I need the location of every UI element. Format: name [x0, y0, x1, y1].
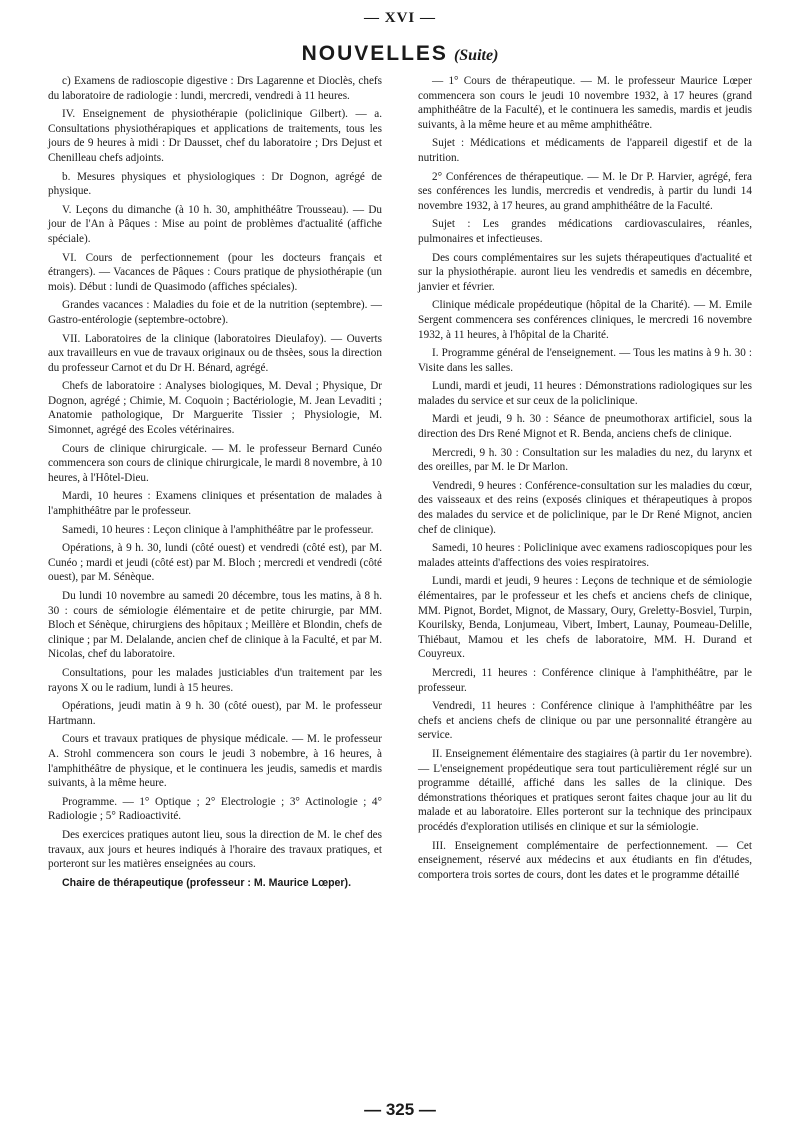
paragraph: Vendredi, 11 heures : Conférence clinique à l'amphithéâtre par les chefs et anciens chefs de clinique ou par une personnalité étrangère au service. — [418, 700, 752, 742]
paragraph: Mercredi, 11 heures : Conférence clinique à l'amphithéâtre, par le professeur. — [418, 666, 752, 694]
paragraph: Des cours complémentaires sur les sujets thérapeutiques d'actualité et sur la physiothérapie. auront lieu les vendredis et samedis en décembre, janvier et février. — [418, 251, 752, 293]
paragraph: III. Enseignement complémentaire de perfectionnement. — Cet enseignement, réservé aux médecins et aux étudiants en fin d'études, comportera trois sortes de cours, dont les dates et le programme détaillé — [418, 839, 752, 881]
paragraph: b. Mesures physiques et physiologiques : Dr Dognon, agrégé de physique. — [48, 170, 382, 198]
paragraph: V. Leçons du dimanche (à 10 h. 30, amphithéâtre Trousseau). — Du jour de l'An à Pâques : Mise au point de problèmes d'actualité (affiche spéciale). — [48, 203, 382, 245]
paragraph: Samedi, 10 heures : Policlinique avec examens radioscopiques pour les malades atteints d'affections des voies respiratoires. — [418, 542, 752, 569]
paragraph: Consultations, pour les malades justiciables d'un traitement par les rayons X ou le radium, lundi à 15 heures. — [48, 666, 382, 694]
paragraph: Chefs de laboratoire : Analyses biologiques, M. Deval ; Physique, Dr Dognon, agrégé ; Chimie, M. Coquoin ; Bactériologie, M. Jean Levaditi ; Anatomie pathologique, Dr Marguerite Tissier ; Physiologie, M. Simonnet, agrégé des Ecoles vétérinaires. — [48, 380, 382, 437]
section-heading: Chaire de thérapeutique (professeur : M. Maurice Lœper). — [62, 876, 352, 889]
paragraph: IV. Enseignement de physiothérapie (policlinique Gilbert). — a. Consultations physiothérapiques et applications de traitements, tous les jours de 9 heures à midi : Dr Dausset, chef du laboratoire ; Drs Dejust et Chenilleau chefs adjoints. — [48, 108, 382, 164]
page-title-main: NOUVELLES — [301, 42, 448, 65]
paragraph: Opérations, jeudi matin à 9 h. 30 (côté ouest), par M. le professeur Hartmann. — [48, 700, 382, 727]
paragraph: II. Enseignement élémentaire des stagiaires (à partir du 1er novembre). — L'enseignement propédeutique sera tout particulièrement réglé sur un programme détaillé, affiché dans les salles de la clinique. Des démonstrations théoriques et pratiques seront faites chaque jour au lit du malade et au laboratoire. Elles porteront sur la technique des principaux procédés d'exploration utilisés en clinique et sur la sémiologie. — [418, 747, 752, 833]
paragraph: c) Examens de radioscopie digestive : Drs Lagarenne et Dioclès, chefs du laboratoire de radiologie : lundi, mercredi, vendredi à 11 heures. — [48, 75, 382, 102]
section-heading-paragraph: Cours de clinique chirurgicale. — M. le professeur Bernard Cunéo commencera son cours de clinique chirurgicale, le mardi 8 novembre, à 10 heures, à l'Hôtel-Dieu. — [48, 442, 382, 484]
paragraph: Des exercices pratiques autont lieu, sous la direction de M. le chef des travaux, aux jours et heures indiqués à l'horaire des travaux pratiques, et porteront sur les matières enseignées au cours. — [48, 828, 382, 871]
right-column — [418, 74, 752, 886]
paragraph: VII. Laboratoires de la clinique (laboratoires Dieulafoy). — Ouverts aux travailleurs en vue de travaux originaux ou de thsèes, sous la direction du professeur Carnot et du Dr H. Bénard, agrégé. — [48, 332, 382, 374]
page-title-suffix: (Suite) — [453, 47, 499, 64]
paragraph: 2° Conférences de thérapeutique. — M. le Dr P. Harvier, agrégé, fera ses conférences les lundis, mercredis et vendredis, à partir du lundi 14 novembre 1932, à 17 heures, au grand amphithéâtre de la Faculté. — [418, 170, 752, 212]
page-title — [0, 42, 800, 66]
paragraph: Opérations, à 9 h. 30, lundi (côté ouest) et vendredi (côté est), par M. Cunéo ; mardi et jeudi (côté est) par M. Bloch ; mercredi et vendredi (côté ouest), par M. Sénèque. — [48, 542, 382, 584]
paragraph: I. Programme général de l'enseignement. — Tous les matins à 9 h. 30 : Visite dans les salles. — [418, 347, 752, 374]
section-heading-paragraph: Clinique médicale propédeutique (hôpital de la Charité). — M. Emile Sergent commencera ses conférences cliniques, le mercredi 16 novembre 1932, à 11 heures, à l'hôpital de la Charité. — [418, 299, 752, 341]
paragraph: Vendredi, 9 heures : Conférence-consultation sur les maladies du cœur, des vaisseaux et des reins (exposés cliniques et thérapeutiques à propos des malades du service et de policlinique, par le Dr René Mignot, ancien chef de clinique). — [418, 479, 752, 536]
paragraph: Lundi, mardi et jeudi, 9 heures : Leçons de technique et de sémiologie élémentaires, par le professeur et les chefs et anciens chefs de clinique, MM. Pignot, Bordet, Mignot, de Massary, Oury, Greletty-Bosviel, Turpin, Kourilsky, Benda, Lonjumeau, Vibert, Imbert, Launay, Poumeau-Delille, Thiébaut, Mamou et les chefs de laboratoire, MM. H. Durand et Couyreux. — [418, 575, 752, 661]
page-number-bottom: — 325 — — [364, 1100, 436, 1119]
paragraph: VI. Cours de perfectionnement (pour les docteurs français et étrangers). — Vacances de Pâques : Cours pratique de physiothérapie (un mois). Début : lundi de Quasimodo (affiches spéciales). — [48, 251, 382, 293]
paragraph: Programme. — 1° Optique ; 2° Electrologie ; 3° Actinologie ; 4° Radiologie ; 5° Radioactivité. — [48, 795, 382, 823]
paragraph: Lundi, mardi et jeudi, 11 heures : Démonstrations radiologiques sur les malades du service et sur ceux de la policlinique. — [418, 380, 752, 407]
paragraph: Mardi, 10 heures : Examens cliniques et présentation de malades à l'amphithéâtre par le professeur. — [48, 490, 382, 518]
section-heading-paragraph: Cours et travaux pratiques de physique médicale. — M. le professeur A. Strohl commencera son cours le jeudi 3 nobembre, à 16 heures, à l'amphithéâtre de physique, et le continuera les jeudis, samedis et mardis suivants, à la même heure. — [48, 733, 382, 790]
paragraph: — 1° Cours de thérapeutique. — M. le professeur Maurice Lœper commencera son cours le jeudi 10 novembre 1932, à 17 heures (grand amphithéâtre de la Faculté), et le continuera les samedis, mardis et jeudis suivants, à la même heure et au même amphithéâtre. — [418, 75, 752, 131]
page-number-top: — XVI — — [363, 10, 436, 26]
paragraph: Mercredi, 9 h. 30 : Consultation sur les maladies du nez, du larynx et des oreilles, par M. le Dr Marlon. — [418, 446, 752, 474]
left-column — [48, 74, 382, 894]
paragraph: Sujet : Médications et médicaments de l'appareil digestif et de la nutrition. — [418, 137, 752, 164]
paragraph: Mardi et jeudi, 9 h. 30 : Séance de pneumothorax artificiel, sous la direction des Drs René Mignot et R. Benda, anciens chefs de clinique. — [418, 413, 752, 441]
paragraph: Du lundi 10 novembre au samedi 20 décembre, tous les matins, à 8 h. 30 : cours de sémiologie élémentaire et de petite chirurgie, par MM. Bloch et Sénèque, chirurgiens des hôpitaux ; Meillère et Blondin, chefs de clinique ; par M. Delalande, ancien chef de clinique à la Faculté, et par M. Nicolas, chef du laboratoire. — [48, 590, 382, 661]
paragraph: Grandes vacances : Maladies du foie et de la nutrition (septembre). — Gastro-entérologie (septembre-octobre). — [48, 299, 382, 326]
paragraph: Samedi, 10 heures : Leçon clinique à l'amphithéâtre par le professeur. — [62, 523, 374, 536]
paragraph: Sujet : Les grandes médications cardiovasculaires, réanles, pulmonaires et infectieuses. — [418, 218, 752, 245]
